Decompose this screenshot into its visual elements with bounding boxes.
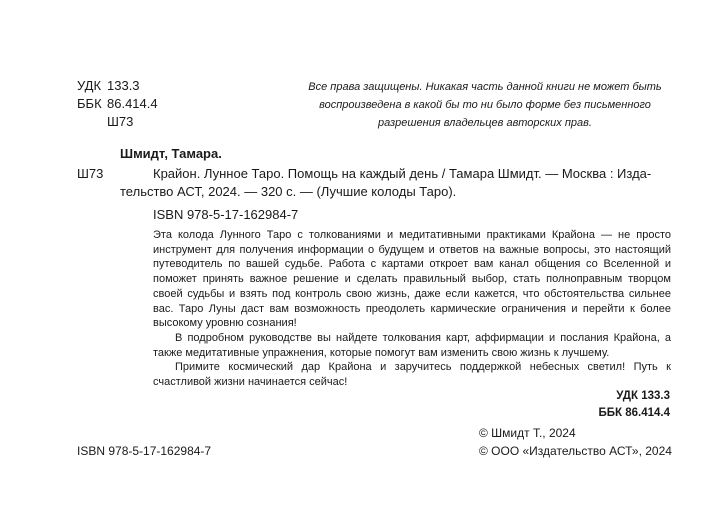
bbk-value: 86.414.4: [107, 96, 158, 111]
copyright-publisher: © ООО «Издательство АСТ», 2024: [479, 444, 672, 458]
author-heading: Шмидт, Тамара.: [120, 146, 222, 161]
isbn: ISBN 978-5-17-162984-7: [153, 207, 299, 222]
udk-label: УДК: [77, 78, 102, 93]
rights-notice: [300, 78, 670, 132]
udk-value: 133.3: [107, 78, 140, 93]
annotation-paragraph: Примите космический дар Крайона и заручитесь поддержкой небесных светил! Путь к счастливой жизни начинается сейчас!: [153, 361, 671, 389]
author-mark-top: Ш73: [107, 114, 134, 129]
author-mark: Ш73: [77, 166, 104, 181]
bbk-bottom: ББК 86.414.4: [598, 407, 670, 419]
annotation-paragraph: Эта колода Лунного Таро с толкованиями и медитативными практиками Крайона — не просто инструмент для получения информации о будущем и ответов на важные вопросы, это настоящий путеводитель по вашей судьбе. Работа с картами откроет вам канал общения со Вселенной и поможет принять важное решение и сделать правильный выбор, стать полноправным творцом своей судьбы и взять под контроль свою жизнь, даже если кажется, что обстоятельства сильнее вас. Таро Луны даст вам возможность преодолеть кармические ограничения и перейти к более высокому уровню сознания!: [153, 229, 671, 330]
bbk-label: ББК: [77, 96, 102, 111]
rights-line: воспроизведена в какой бы то ни было форме без письменного: [319, 99, 651, 111]
copyright-author: © Шмидт Т., 2024: [479, 426, 576, 440]
annotation-paragraph: В подробном руководстве вы найдете толкования карт, аффирмации и послания Крайона, а также медитативные упражнения, которые помогут вам изменить свою жизнь к лучшему.: [153, 331, 671, 359]
title-line-2: тельство АСТ, 2024. — 320 с. — (Лучшие колоды Таро).: [120, 184, 457, 199]
annotation: [153, 228, 671, 390]
isbn-bottom: ISBN 978-5-17-162984-7: [77, 444, 212, 458]
rights-line: разрешения владельцев авторских прав.: [378, 117, 592, 129]
udk-bottom: УДК 133.3: [616, 390, 670, 402]
title-line-1: Крайон. Лунное Таро. Помощь на каждый день / Тамара Шмидт. — Москва : Изда-: [153, 166, 652, 181]
rights-line: Все права защищены. Никакая часть данной книги не может быть: [308, 81, 662, 93]
